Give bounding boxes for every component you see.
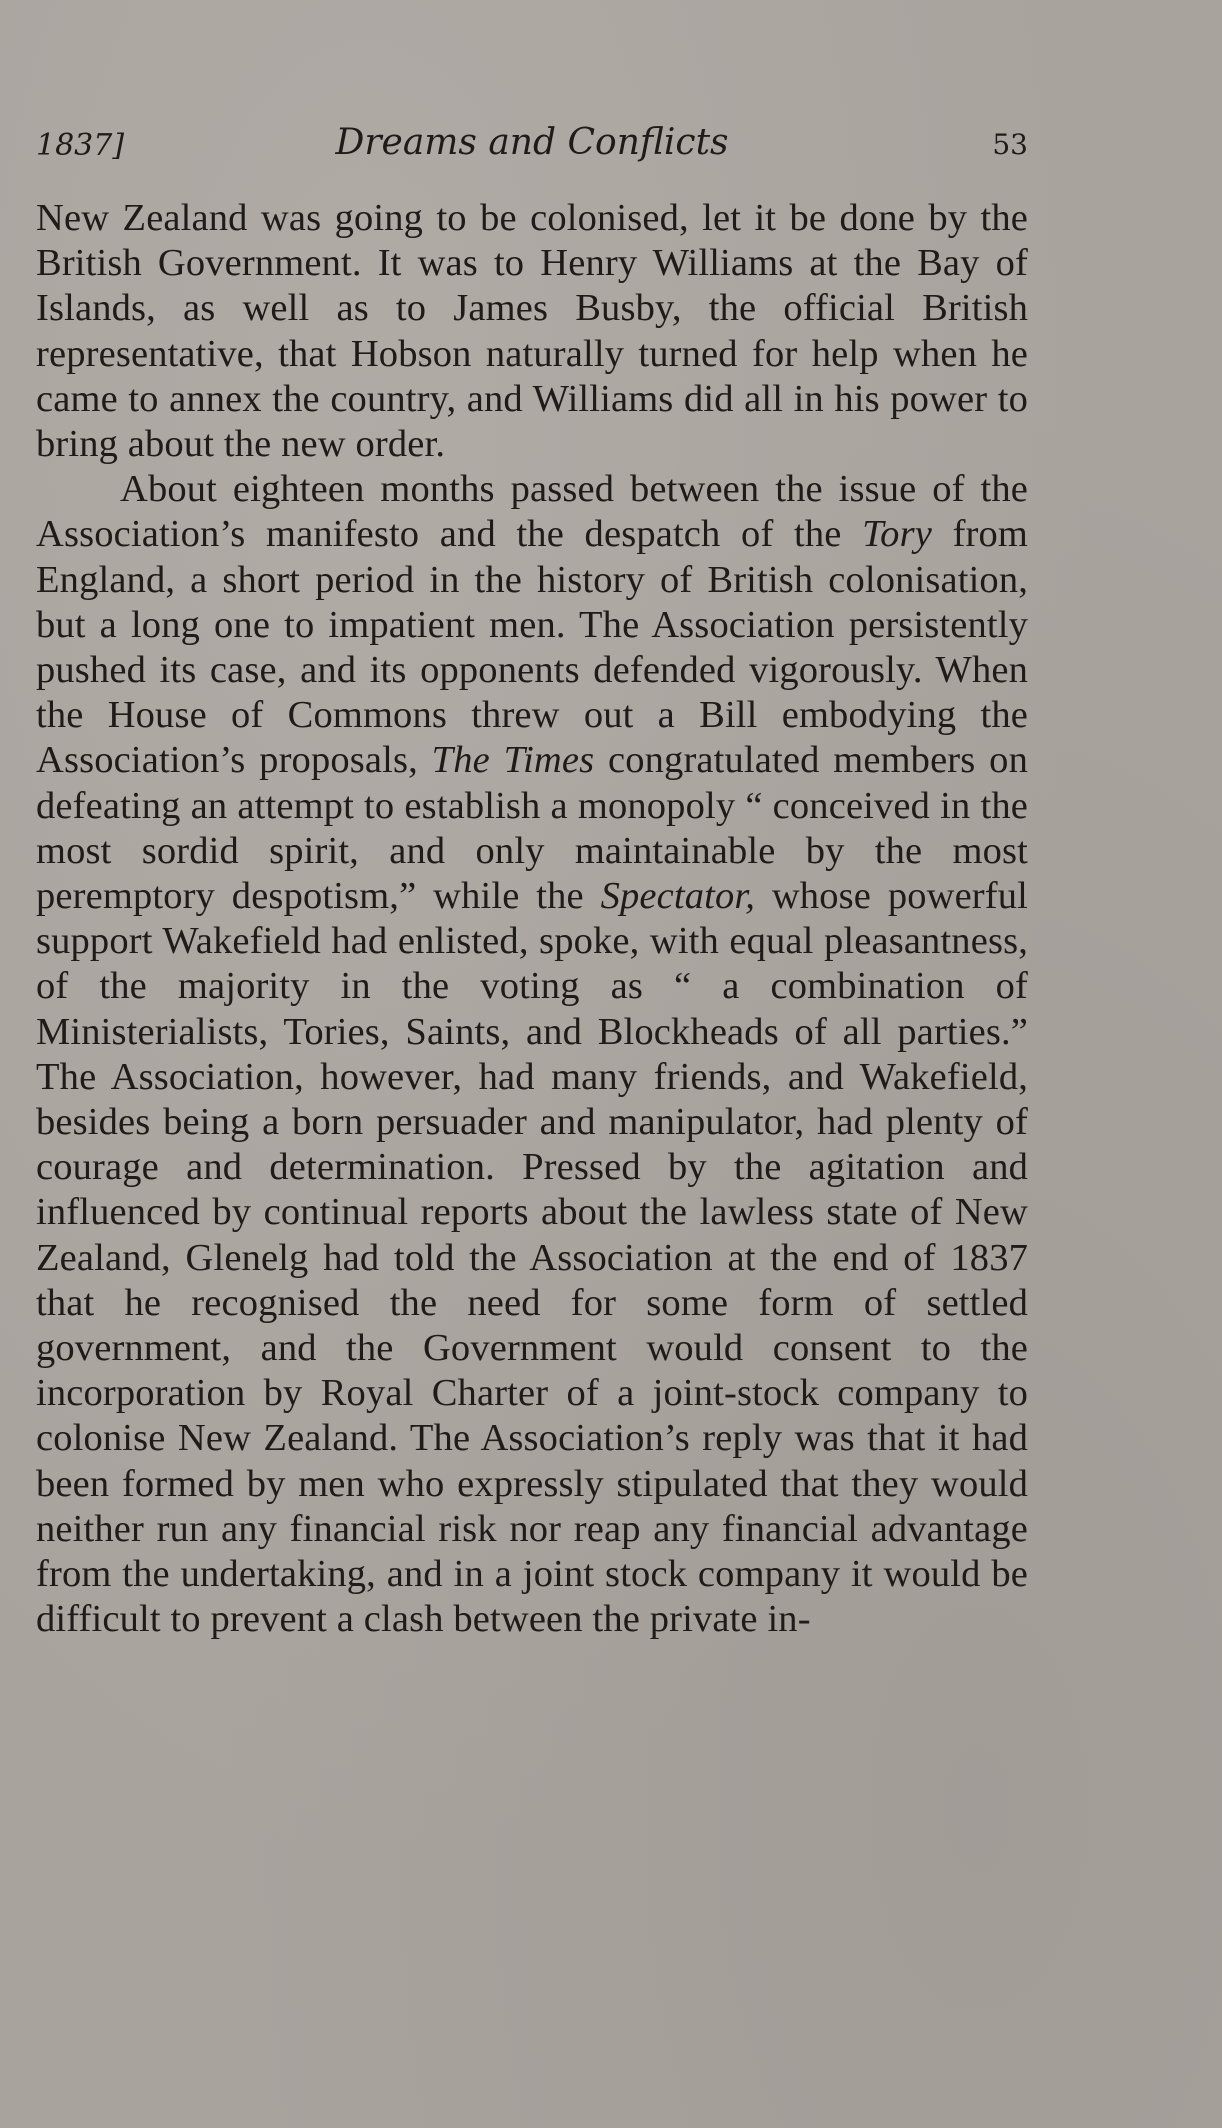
paragraph-2-part-1: About eighteen months passed between the issue of the Association’s manifesto and the despatch of the: [36, 468, 1028, 556]
paragraph-2-part-2: from England, a short period in the history of British colonisation, but a long one to impatient men. The Association persistently pushed its case, and its opponents defended vigorously. When the House of Commons threw out a Bill embodying the Association’s proposals,: [36, 513, 1029, 782]
paragraph-2-part-3: congratulated members on defeating an attempt to establish a monopoly “ conceived in the most sordid spirit, and only maintainable by the most peremptory despotism,” while the: [36, 739, 1028, 918]
newspaper-spectator: Spectator,: [600, 875, 756, 918]
running-head-year: 1837]: [36, 128, 125, 163]
newspaper-the-times: The Times: [431, 739, 595, 782]
running-head-title: Dreams and Conflicts: [335, 122, 729, 163]
body-text: [36, 196, 1028, 1643]
paragraph-2-part-4: whose powerful support Wakefield had enlisted, spoke, with equal pleasantness, of the majority in the voting as “ a combination of Ministerialists, Tories, Saints, and Blockheads of all parties.” The Association, however, had many friends, and Wakefield, besides being a born persuader and manipulator, had plenty of courage and determination. Pressed by the agitation and influenced by continual reports about the lawless state of New Zealand, Glenelg had told the Association at the end of 1837 that he recognised the need for some form of settled government, and the Government would consent to the incorporation by Royal Charter of a joint-stock company to colonise New Zealand. The Association’s reply was that it had been formed by men who expressly stipulated that they would neither run any financial risk nor reap any financial advantage from the undertaking, and in a joint stock company it would be difficult to prevent a clash between the private in-: [36, 875, 1028, 1641]
paragraph-2: [36, 467, 1028, 1642]
book-page: [36, 118, 1028, 1643]
running-head: [36, 118, 1028, 174]
ship-name-tory: Tory: [862, 513, 932, 556]
paragraph-1: New Zealand was going to be colonised, let it be done by the British Government. It was to Henry Williams at the Bay of Islands, as well as to James Busby, the official British representative, that Hobson naturally turned for help when he came to annex the country, and Williams did all in his power to bring about the new order.: [36, 197, 1028, 466]
page-number: 53: [992, 128, 1028, 161]
